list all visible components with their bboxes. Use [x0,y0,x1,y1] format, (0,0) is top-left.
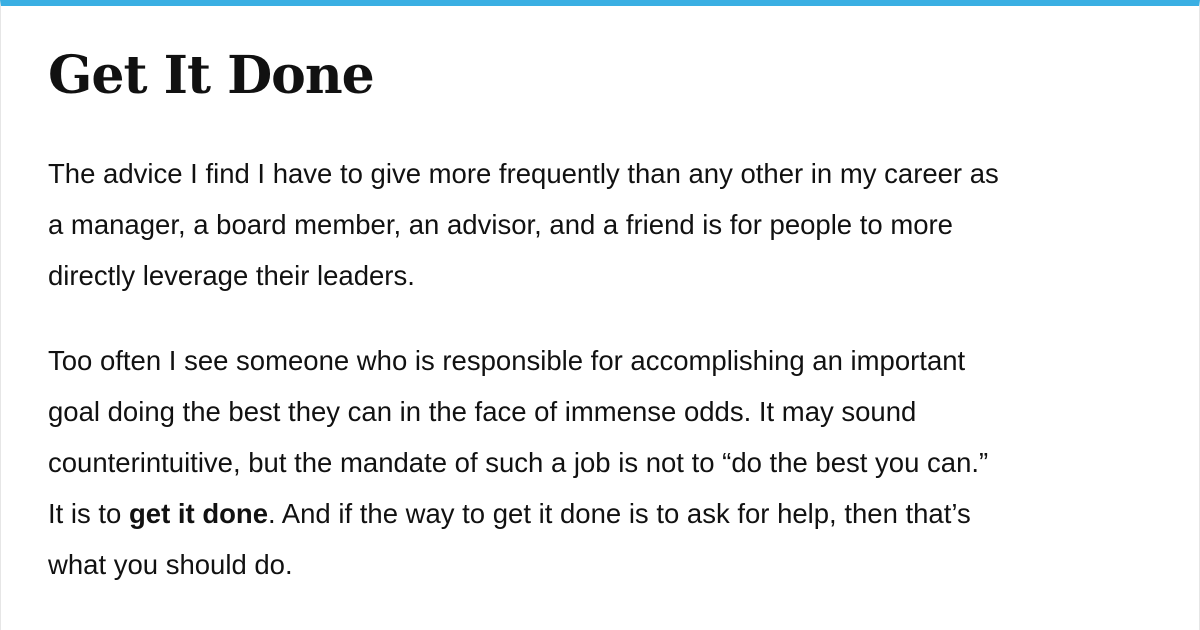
paragraph-line: counterintuitive, but the mandate of such a job is not to “do the best you can.” [48,447,989,478]
paragraph-main [48,335,988,590]
paragraph-line: a manager, a board member, an advisor, and a friend is for people to more [48,209,953,240]
paragraph-line [48,488,988,539]
paragraph-line: directly leverage their leaders. [48,260,415,291]
paragraph-text: . And if the way to get it done is to ask for help, then that’s [268,498,971,529]
paragraph-intro [48,148,999,301]
page-title: Get It Done [48,45,374,106]
paragraph-line: what you should do. [48,549,293,580]
paragraph-line: Too often I see someone who is responsible for accomplishing an important [48,345,966,376]
paragraph-line: goal doing the best they can in the face of immense odds. It may sound [48,396,917,427]
emphasis-text: get it done [129,498,269,529]
paragraph-text: It is to [48,498,129,529]
paragraph-line: The advice I find I have to give more frequently than any other in my career as [48,158,999,189]
